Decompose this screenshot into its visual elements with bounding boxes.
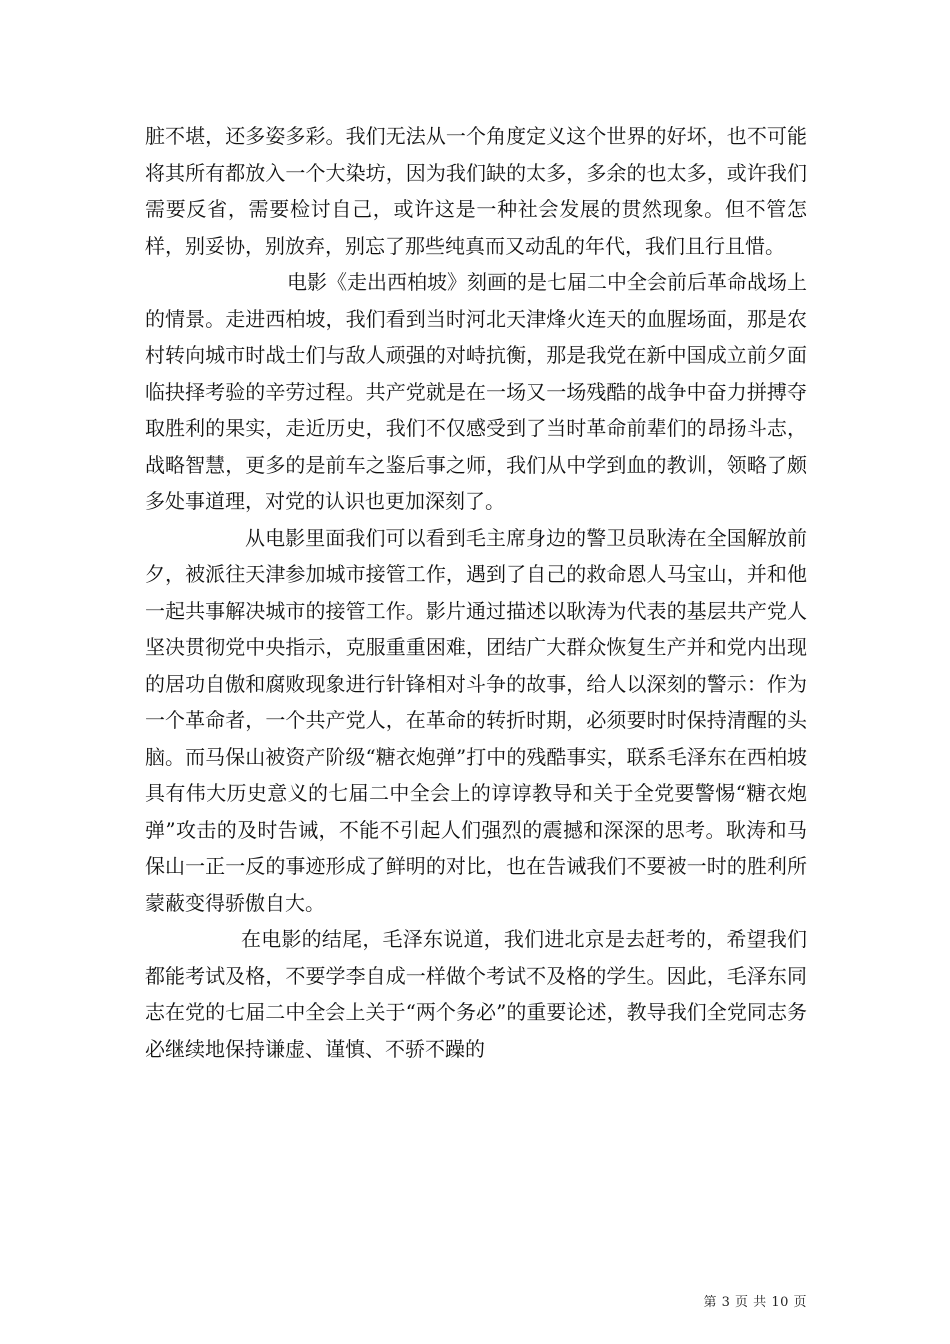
paragraph-intro-continuation: 脏不堪，还多姿多彩。我们无法从一个角度定义这个世界的好坏，也不可能将其所有都放入一个大染坊，因为我们缺的太多，多余的也太多，或许我们需要反省，需要检讨自己，或许这是一种社会发展的贯然现象。但不管怎样，别妥协，别放弃，别忘了那些纯真而又动乱的年代，我们且行且惜。	[145, 124, 807, 258]
paragraph-film-ending: 在电影的结尾，毛泽东说道，我们进北京是去赶考的，希望我们都能考试及格，不要学李自成一样做个考试不及格的学生。因此，毛泽东同志在党的七届二中全会上关于“两个务必”的重要论述，教导我们全党同志务必继续地保持谦虚、谨慎、不骄不躁的	[145, 927, 807, 1061]
paragraph-film-story: 从电影里面我们可以看到毛主席身边的警卫员耿涛在全国解放前夕，被派往天津参加城市接管工作，遇到了自己的救命恩人马宝山，并和他一起共事解决城市的接管工作。影片通过描述以耿涛为代表的基层共产党人坚决贯彻党中央指示，克服重重困难，团结广大群众恢复生产并和党内出现的居功自傲和腐败现象进行针锋相对斗争的故事，给人以深刻的警示：作为一个革命者，一个共产党人，在革命的转折时期，必须要时时保持清醒的头脑。而马保山被资产阶级“糖衣炮弹”打中的残酷事实，联系毛泽东在西柏坡具有伟大历史意义的七届二中全会上的谆谆教导和关于全党要警惕“糖衣炮弹”攻击的及时告诫，不能不引起人们强烈的震撼和深深的思考。耿涛和马保山一正一反的事迹形成了鲜明的对比，也在告诫我们不要被一时的胜利所蒙蔽变得骄傲自大。	[145, 525, 807, 915]
paragraph-film-overview: 电影《走出西柏坡》刻画的是七届二中全会前后革命战场上的情景。走进西柏坡，我们看到当时河北天津烽火连天的血腥场面，那是农村转向城市时战士们与敌人顽强的对峙抗衡，那是我党在新中国成立前夕面临抉择考验的辛劳过程。共产党就是在一场又一场残酷的战争中奋力拼搏夺取胜利的果实，走近历史，我们不仅感受到了当时革命前辈们的昂扬斗志，战略智慧，更多的是前车之鉴后事之师，我们从中学到血的教训，领略了颇多处事道理，对党的认识也更加深刻了。	[145, 270, 807, 513]
page-number-footer: 第 3 页 共 10 页	[703, 1295, 807, 1310]
document-body	[145, 118, 807, 1067]
